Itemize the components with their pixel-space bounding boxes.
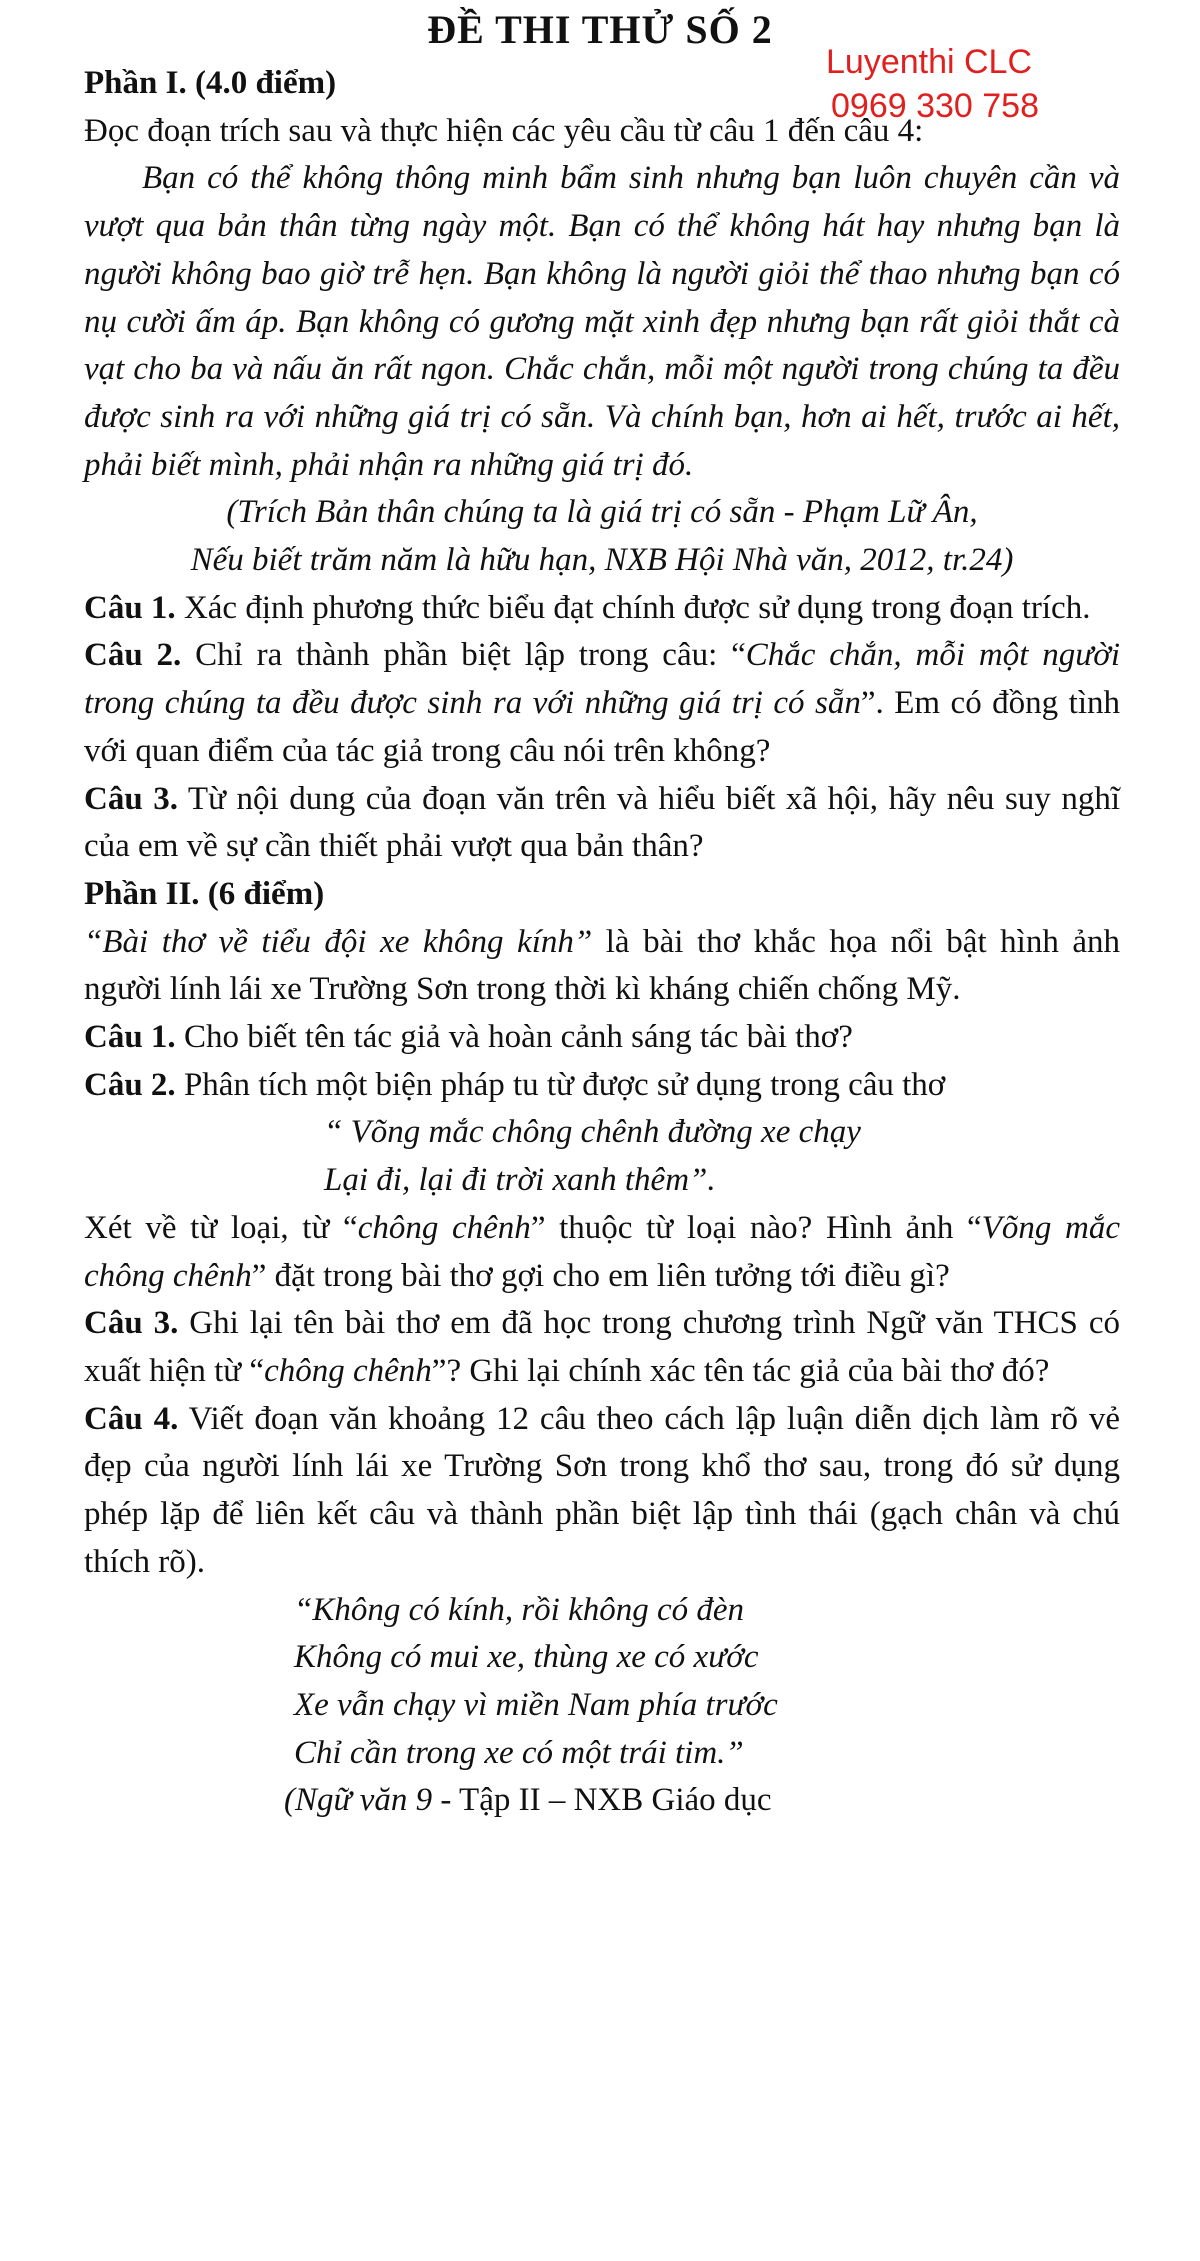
part1-heading: Phần I. (4.0 điểm) (84, 65, 337, 101)
reading-passage: Bạn có thể không thông minh bẩm sinh nhưng bạn luôn chuyên cần và vượt qua bản thân từng ngày một. Bạn có thể không hát hay nhưng bạn là người không bao giờ trễ hẹn. Bạn không là người giỏi thể thao nhưng bạn có nụ cười ấm áp. Bạn không có gương mặt xinh đẹp nhưng bạn rất giỏi thắt cà vạt cho ba và nấu ăn rất ngon. Chắc chắn, mỗi một người trong chúng ta đều được sinh ra với những giá trị có sẵn. Và chính bạn, hơn ai hết, trước ai hết, phải biết mình, phải nhận ra những giá trị đó. (84, 160, 1120, 483)
intro-text: là bài thơ khắc họa nổi bật hình ảnh người lính lái xe Trường Sơn trong thời kì kháng chiến chống Mỹ. (84, 923, 1120, 1008)
poem-source-book: (Ngữ văn 9 (284, 1782, 433, 1819)
question-text: Ghi lại tên bài thơ em đã học trong chương trình Ngữ văn THCS có xuất hiện từ “ (84, 1305, 1120, 1389)
poem-line: Xe vẫn chạy vì miền Nam phía trước (294, 1686, 778, 1723)
part2-intro (84, 919, 1120, 1014)
question-label: Câu 1. (84, 589, 176, 626)
part2-question-4 (84, 1396, 1120, 1587)
question-label: Câu 3. (84, 1305, 179, 1342)
question-text: ”? Ghi lại chính xác tên tác giả của bài thơ đó? (431, 1352, 1050, 1389)
poem-line: “ Võng mắc chông chênh đường xe chạy (324, 1114, 861, 1151)
poem-title-quote: “Bài thơ về tiểu đội xe không kính” (84, 923, 593, 960)
question-text: ” thuộc từ loại nào? Hình ảnh “ (530, 1209, 982, 1246)
part2-heading: Phần II. (6 điểm) (84, 875, 325, 912)
part2-question-1 (84, 1014, 1120, 1062)
question-label: Câu 2. (84, 1066, 176, 1103)
question-label: Câu 3. (84, 780, 178, 817)
poem-source (84, 1777, 1120, 1825)
watermark-phone: 0969 330 758 (831, 87, 1039, 125)
question-text: ” đặt trong bài thơ gợi cho em liên tưởng tới điều gì? (251, 1257, 950, 1294)
question-text: Xác định phương thức biểu đạt chính được sử dụng trong đoạn trích. (175, 589, 1091, 626)
exam-content (84, 60, 1120, 1825)
poem-line: Chỉ cần trong xe có một trái tim.” (294, 1734, 744, 1771)
quoted-image: Võng mắc chông chênh (84, 1209, 1120, 1294)
question-text: Phân tích một biện pháp tu từ được sử dụng trong câu thơ (175, 1066, 946, 1103)
question-text: Viết đoạn văn khoảng 12 câu theo cách lập luận diễn dịch làm rõ vẻ đẹp của người lính lái xe Trường Sơn trong khổ thơ sau, trong đó sử dụng phép lặp để liên kết câu và thành phần biệt lập tình thái (gạch chân và chú thích rõ). (84, 1400, 1120, 1580)
part2-question-3 (84, 1300, 1120, 1395)
part1-question-3 (84, 776, 1120, 871)
quoted-word: chông chênh (264, 1352, 432, 1389)
exam-title: ĐỀ THI THỬ SỐ 2 (427, 7, 773, 52)
question-text: ”. Em có đồng tình với quan điểm của tác giả trong câu nói trên không? (84, 685, 1120, 769)
part1-question-2 (84, 632, 1120, 775)
poem-line: Lại đi, lại đi trời xanh thêm”. (324, 1162, 716, 1199)
question-label: Câu 1. (84, 1019, 176, 1056)
part2-question-2-followup (84, 1205, 1120, 1300)
watermark-name: Luyenthi CLC (826, 43, 1033, 81)
poem-line: Không có mui xe, thùng xe có xước (294, 1639, 759, 1676)
question-text: Xét về từ loại, từ “ (84, 1209, 358, 1246)
quoted-sentence: Chắc chắn, mỗi một người trong chúng ta đều được sinh ra với những giá trị có sẵn (84, 637, 1120, 722)
question-label: Câu 2. (84, 637, 182, 674)
question-text: Chỉ ra thành phần biệt lập trong câu: “ (181, 637, 746, 674)
question-text: Từ nội dung của đoạn văn trên và hiểu biết xã hội, hãy nêu suy nghĩ của em về sự cần thiết phải vượt qua bản thân? (84, 780, 1121, 865)
part1-instruction: Đọc đoạn trích sau và thực hiện các yêu cầu từ câu 1 đến câu 4: (84, 112, 924, 149)
poem-line: “Không có kính, rồi không có đèn (294, 1591, 745, 1628)
part2-question-2 (84, 1062, 1120, 1110)
passage-source-line1: (Trích Bản thân chúng ta là giá trị có sẵn - Phạm Lữ Ân, (226, 494, 978, 531)
quoted-word: chông chênh (357, 1209, 531, 1246)
passage-source-line2: Nếu biết trăm năm là hữu hạn, NXB Hội Nhà văn, 2012, tr.24) (190, 542, 1014, 579)
question-label: Câu 4. (84, 1400, 179, 1437)
poem-source-publisher: - Tập II – NXB Giáo dục (432, 1782, 772, 1819)
question-text: Cho biết tên tác giả và hoàn cảnh sáng tác bài thơ? (175, 1019, 853, 1056)
part1-question-1 (84, 585, 1120, 633)
